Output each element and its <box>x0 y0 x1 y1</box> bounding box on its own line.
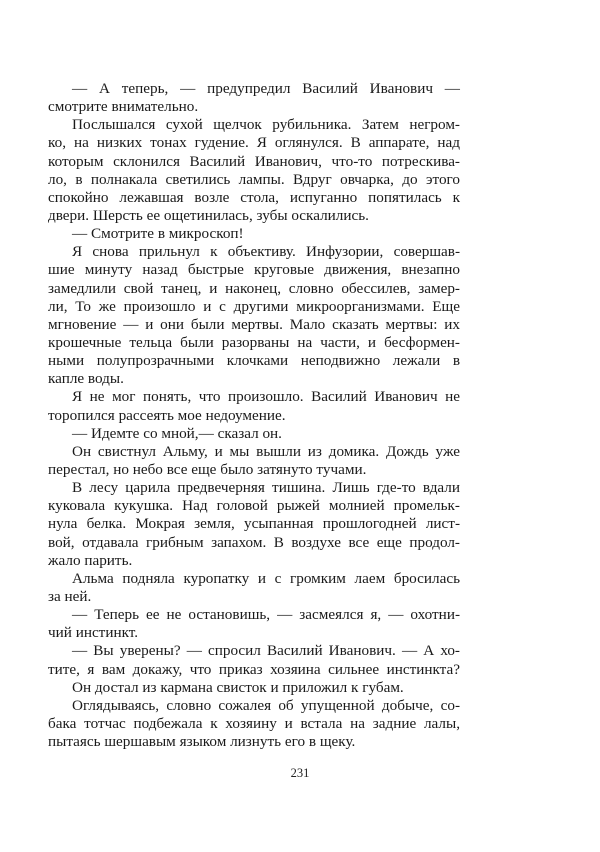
text-line: Оглядываясь, словно сожалея об упущенной добыче, со- <box>72 696 460 714</box>
text-line: Он свистнул Альму, и мы вышли из домика. Дождь уже <box>72 442 460 460</box>
text-line: — Смотрите в микроскоп! <box>72 225 244 243</box>
page-number: 231 <box>290 766 310 780</box>
text-line: замедлили свой танец, и наконец, словно обессилев, замер- <box>48 279 460 297</box>
text-line: торопился рассеять мое недоумение. <box>48 406 286 424</box>
text-line: — Вы уверены? — спросил Василий Иванович. — А хо- <box>72 642 460 660</box>
text-line: — Идемте со мной,— сказал он. <box>72 424 282 442</box>
text-line: Он достал из кармана свисток и приложил к губам. <box>72 678 404 696</box>
text-line: перестал, но небо все еще было затянуто тучами. <box>48 460 367 478</box>
text-line: В лесу царила предвечерняя тишина. Лишь где-то вдали <box>72 479 460 497</box>
text-line: ными полупрозрачными клочками неподвижно лежали в <box>48 352 460 370</box>
text-line: — А теперь, — предупредил Василий Иванович — <box>72 80 460 97</box>
text-line: куковала кукушка. Над головой рыжей молнией промельк- <box>48 497 460 515</box>
text-line: пытаясь шершавым языком лизнуть его в щеку. <box>48 733 356 751</box>
text-line: — Теперь ее не остановишь, — засмеялся я, — охотни- <box>72 606 460 624</box>
text-line: шие минуту назад быстрые круговые движения, внезапно <box>48 261 460 279</box>
text-line: капле воды. <box>48 370 124 388</box>
text-line: ко, на низких тонах гудение. Я оглянулся. В аппарате, над <box>48 134 460 152</box>
text-line: Я снова прильнул к объективу. Инфузории, совершав- <box>72 243 460 261</box>
text-line: вой, отдавала грибным запахом. В воздухе все еще продол- <box>48 533 460 551</box>
body-text <box>48 80 460 751</box>
text-line: которым склонился Василий Иванович, что-то потрескива- <box>48 152 460 170</box>
text-line: за ней. <box>48 587 92 605</box>
text-line: спокойно лежавшая возле стола, испуганно попятилась к <box>48 188 460 206</box>
text-line: тите, я вам докажу, что приказ хозяина сильнее инстинкта? <box>48 660 460 678</box>
text-line: ли, То же произошло и с другими микроорганизмами. Еще <box>48 297 460 315</box>
text-line: Я не мог понять, что произошло. Василий Иванович не <box>72 388 460 406</box>
text-line: крошечные тельца были разорваны на части, и бесформен- <box>48 333 460 351</box>
text-line: Послышался сухой щелчок рубильника. Затем негром- <box>72 116 460 134</box>
text-line: чий инстинкт. <box>48 624 139 642</box>
text-line: бака тотчас подбежала к хозяину и встала на задние лалы, <box>48 714 460 732</box>
text-line: ло, в полнакала светились лампы. Вдруг овчарка, до этого <box>48 170 460 188</box>
text-line: смотрите внимательно. <box>48 98 199 116</box>
text-line: Альма подняла куропатку и с громким лаем бросилась <box>72 569 460 587</box>
text-line: жало парить. <box>48 551 133 569</box>
text-line: нула белка. Мокрая земля, усыпанная прошлогодней лист- <box>48 515 460 533</box>
text-line: мгновение — и они были мертвы. Мало сказать мертвы: их <box>48 315 460 333</box>
text-line: двери. Шерсть ее ощетинилась, зубы оскалились. <box>48 206 369 224</box>
